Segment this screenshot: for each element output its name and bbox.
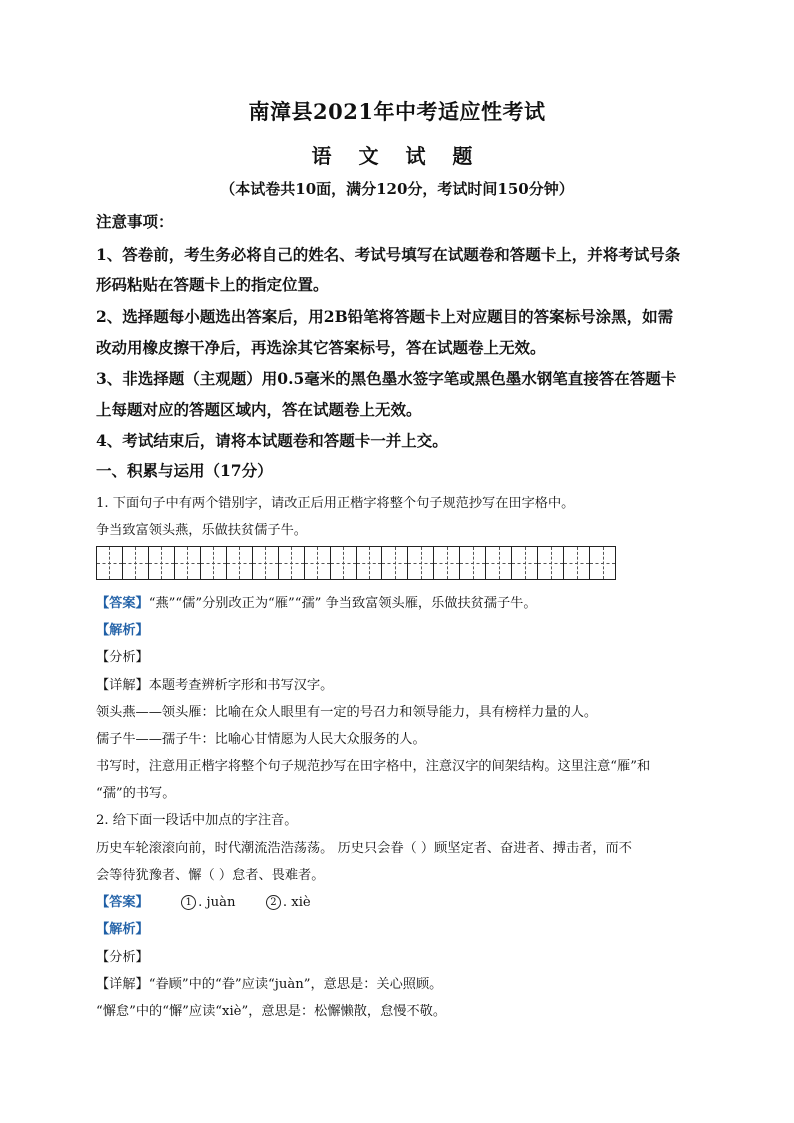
answer-1: . juàn	[198, 895, 236, 910]
grid-cell	[227, 547, 253, 579]
exam-info: （本试卷共10面，满分120分，考试时间150分钟）	[220, 180, 574, 198]
q1-fenxi: 【分析】	[96, 650, 149, 665]
grid-cell	[175, 547, 201, 579]
notice-heading: 注意事项：	[96, 212, 174, 231]
grid-cell	[149, 547, 175, 579]
q2-analysis	[96, 918, 149, 937]
grid-cell	[512, 547, 538, 579]
circled-number: 1	[181, 895, 196, 910]
grid-cell	[357, 547, 383, 579]
notice-item: 3、非选择题（主观题）用0.5毫米的黑色墨水签字笔或黑色墨水钢笔直接答在答题卡	[96, 369, 677, 388]
grid-cell	[331, 547, 357, 579]
q2-fenxi: 【分析】	[96, 950, 149, 965]
notice-item: 形码粘贴在答题卡上的指定位置。	[96, 275, 329, 294]
notice-item: 上每题对应的答题区域内，答在试题卷上无效。	[96, 400, 422, 419]
answer-2: . xiè	[282, 895, 311, 910]
detail-text: 本题考查辨析字形和书写汉字。	[148, 678, 334, 693]
grid-cell	[97, 547, 123, 579]
q1-explain-line: 领头燕——领头雁：比喻在众人眼里有一定的号召力和领导能力，具有榜样力量的人。	[96, 705, 598, 720]
q1-detail	[96, 674, 333, 693]
q1-explain-line: “孺”的书写。	[96, 786, 176, 801]
q2-text: 历史车轮滚滚向前，时代潮流浩浩荡荡。 历史只会眷（ ）顾坚定者、奋进者、搏击者，而不	[96, 841, 632, 856]
detail-label: 【详解】	[96, 977, 149, 992]
notice-item: 改动用橡皮擦干净后，再选涂其它答案标号，答在试题卷上无效。	[96, 338, 546, 357]
q2-answer	[96, 891, 311, 910]
grid-cell	[382, 547, 408, 579]
grid-cell	[279, 547, 305, 579]
analysis-label: 【解析】	[96, 623, 149, 638]
q2-detail-line: “懈怠”中的“懈”应读“xiè”，意思是：松懈懒散，怠慢不敬。	[96, 1004, 447, 1019]
grid-cell	[590, 547, 615, 579]
q1-analysis	[96, 619, 149, 638]
answer-label: 【答案】	[96, 596, 149, 611]
grid-cell	[486, 547, 512, 579]
notice-item: 2、选择题每小题选出答案后，用2B铅笔将答题卡上对应题目的答案标号涂黑，如需	[96, 307, 674, 326]
grid-cell	[460, 547, 486, 579]
exam-subtitle: 语 文 试 题	[311, 144, 483, 168]
grid-cell	[434, 547, 460, 579]
q1-explain-line: 书写时，注意用正楷字将整个句子规范抄写在田字格中，注意汉字的间架结构。这里注意“雁”和	[96, 759, 651, 774]
answer-label: 【答案】	[96, 895, 149, 910]
analysis-label: 【解析】	[96, 922, 149, 937]
grid-cell	[123, 547, 149, 579]
grid-cell	[201, 547, 227, 579]
detail-text: “眷顾”中的“眷”应读“juàn”，意思是：关心照顾。	[148, 977, 443, 992]
grid-cell	[538, 547, 564, 579]
q1-answer	[96, 592, 537, 611]
section-heading: 一、积累与运用（17分）	[96, 461, 273, 480]
q1-explain-line: 儒子牛——孺子牛：比喻心甘情愿为人民大众服务的人。	[96, 732, 426, 747]
exam-title: 南漳县2021年中考适应性考试	[248, 99, 546, 124]
circled-number: 2	[266, 895, 281, 910]
notice-item: 1、答卷前，考生务必将自己的姓名、考试号填写在试题卷和答题卡上，并将考试号条	[96, 245, 681, 264]
grid-cell	[305, 547, 331, 579]
q2-prompt: 2. 给下面一段话中加点的字注音。	[96, 813, 298, 828]
answer-text: “燕”“儒”分别改正为“雁”“孺” 争当致富领头雁，乐做扶贫孺子牛。	[148, 596, 537, 611]
grid-cell	[408, 547, 434, 579]
detail-label: 【详解】	[96, 678, 149, 693]
tianzige-grid	[96, 546, 616, 580]
grid-cell	[564, 547, 590, 579]
q1-prompt: 1. 下面句子中有两个错别字，请改正后用正楷字将整个句子规范抄写在田字格中。	[96, 496, 575, 511]
q1-sentence: 争当致富领头燕，乐做扶贫儒子牛。	[96, 523, 307, 538]
notice-item: 4、考试结束后，请将本试题卷和答题卡一并上交。	[96, 431, 448, 450]
q2-detail	[96, 973, 442, 992]
q2-text: 会等待犹豫者、懈（ ）怠者、畏难者。	[96, 868, 325, 883]
grid-cell	[253, 547, 279, 579]
